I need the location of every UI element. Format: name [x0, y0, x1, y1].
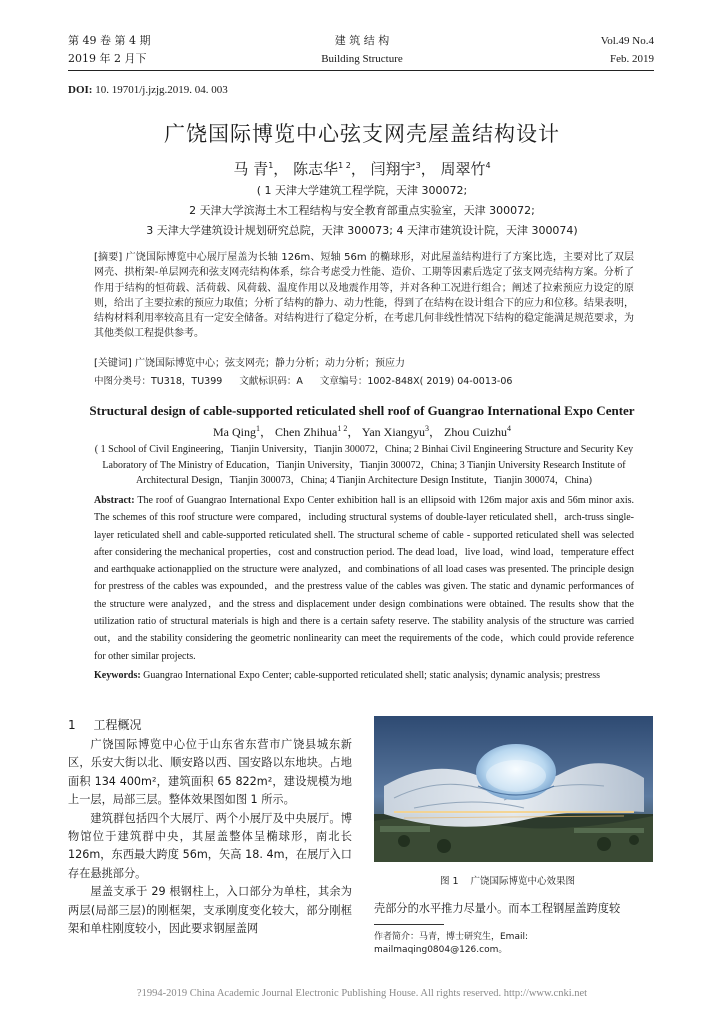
author-name: 闫翔宇 — [370, 160, 416, 178]
author-affil-sup: 3 — [415, 161, 421, 170]
journal-date-en: Feb. 2019 — [610, 53, 654, 65]
paper-title-cn: 广饶国际博览中心弦支网壳屋盖结构设计 — [164, 122, 560, 146]
author-name-en: Ma Qing — [212, 425, 256, 439]
author-affil-sup-en: 4 — [507, 424, 512, 433]
keywords-label-en: Keywords: — [94, 670, 141, 681]
clc-number: 中图分类号：TU318，TU399 — [94, 376, 223, 387]
copyright-footer: ?1994-2019 China Academic Journal Electronic Publishing House. All rights reserved. http://www.cnki.net — [136, 988, 588, 999]
authors-cn: 马 青$^1$， 陈志华$^{1 2}$， 闫翔宇$^3$， 周翠竹$^4$ — [233, 160, 491, 178]
author-name: 陈志华 — [293, 160, 339, 178]
abstract-text-en: The roof of Guangrao International Expo Center exhibition hall is an ellipsoid with 126m major axis and 56m minor axis. The schemes of this roof structure were compared，including structural systems of double-layer reticulated shell，arch-truss single-layer reticulated shell and cable-supported reticulated shell. The structural scheme of cable - supported reticulated shell was selected after considering the mechanical properties，cost and construction period. The dead load，live load，wind load，temperature effect and earthquake actionapplied on the structure were analyzed，and combinations of all load cases was presented. The principle design for prestress of the cables was expounded，and the prestress value of the cables was given. The static and dynamic performances of the structure were analyzed，and the stress and displacement under design combinations were obtained. The results show that the utilization ratio of structural materials is high and there is a certain safety reserve. The stability analysis of the structure was carried out，and the stability considering the geometric nonlinearity can meet the requirements of the code，which could provide reference for other similar projects. — [94, 495, 634, 662]
keywords-en — [94, 667, 634, 684]
author-name: 周翠竹 — [440, 160, 486, 178]
abstract-en — [94, 492, 634, 665]
abstract-label-cn: [摘要] — [94, 252, 123, 263]
classification-line — [94, 373, 634, 387]
doi[interactable] — [68, 84, 228, 96]
keywords-text-en: Guangrao International Expo Center; cable-supported reticulated shell; static analysis; dynamic analysis; prestress — [143, 670, 600, 681]
section-number: 1 — [68, 718, 76, 732]
affiliations-cn — [0, 183, 724, 239]
keywords-cn — [94, 354, 634, 369]
doi-label: DOI: — [68, 84, 93, 96]
keywords-text-cn: 广饶国际博览中心；弦支网壳；静力分析；动力分析；预应力 — [135, 358, 405, 369]
journal-name-cn: 建 筑 结 构 — [334, 34, 390, 47]
author-name: 马 青 — [233, 160, 269, 178]
keywords-label-cn: [关键词] — [94, 358, 132, 369]
abstract-text-cn: 广饶国际博览中心展厅屋盖为长轴 126m、短轴 56m 的椭球形，对此屋盖结构进行了方案比选，主要对比了双层网壳、拱桁架-单层网壳和弦支网壳结构体系，综合考虑受力性能、造价、工期等因素后选定了弦支网壳结构方案。分析了作用于结构的恒荷载、活荷载、风荷载、温度作用以及地震作用等，并对各种工况进行组合；阐述了拉索预应力设定的原则，给出了主要拉索的预应力取值；分析了结构的静力、动力性能，得到了在结构在设计组合下的应力和位移。结果表明，结构材料利用率较高且有一定安全储备。对结构进行了稳定分析，在考虑几何非线性情况下结构的稳定能满足规范要求，为其他类似工程提供参考。 — [94, 252, 634, 340]
footnote-rule — [374, 924, 444, 925]
figure-caption-text: 广饶国际博览中心效果图 — [470, 876, 576, 887]
journal-name-en: Building Structure — [321, 53, 403, 65]
journal-date-cn: 2019 年 2 月下 — [68, 52, 147, 65]
doi-value: 10. 19701/j.jzjg.2019. 04. 003 — [95, 84, 228, 96]
section-title: 工程概况 — [93, 718, 142, 732]
author-affil-sup-en: 1 2 — [337, 424, 348, 433]
figure-label: 图 1 — [439, 876, 459, 887]
section-heading — [68, 716, 141, 733]
journal-volume-en: Vol.49 No.4 — [600, 35, 654, 47]
figure-1-caption — [374, 873, 653, 887]
affiliation-line: 3 天津大学建筑设计规划研究总院，天津 300073; 4 天津市建筑设计院，天津 300074) — [146, 224, 578, 237]
section1-body — [68, 736, 352, 938]
body-paragraph: 屋盖支承于 29 根钢柱上，入口部分为单柱，其余为两层(局部三层)的刚框架，支承刚度变化较大，部分刚框架和单柱刚度较小，因此要求钢屋盖网 — [68, 885, 352, 936]
authors-en: Ma Qing$^1$， Chen Zhihua$^{1 2}$， Yan Xiangyu$^3$， Zhou Cuizhu$^4$ — [212, 424, 512, 439]
expo-center-rendering-image — [374, 716, 653, 862]
affiliations-en: ( 1 School of Civil Engineering，Tianjin University，Tianjin 300072，China; 2 Binhai Civil Engineering Structure and Security Key Laboratory of The Ministry of Education，Tianjin University，Tianjin 300072，China; 3 Tianjin University Research Institute of Architectural Design，Tianjin 300073，China; 4 Tianjin Architecture Design Institute，Tianjin 300074，China) — [94, 444, 634, 486]
journal-issue-cn: 第 49 卷 第 4 期 — [68, 34, 151, 47]
abstract-label-en: Abstract: — [94, 495, 135, 506]
author-affil-sup-en: 3 — [425, 424, 429, 433]
author-footnote: 作者简介：马青，博士研究生，Email: mailmaqing0804@126.com。 — [374, 932, 529, 955]
author-name-en: Zhou Cuizhu — [444, 425, 508, 439]
author-name-en: Yan Xiangyu — [361, 425, 425, 439]
paper-title-en: Structural design of cable-supported reticulated shell roof of Guangrao International Expo Center — [89, 403, 635, 418]
right-column-continuation: 壳部分的水平推力尽量小。而本工程钢屋盖跨度较 — [374, 902, 621, 915]
author-affil-sup: 1 — [268, 161, 274, 170]
author-affil-sup: 1 2 — [338, 161, 351, 170]
document-code: 文献标识码：A — [239, 376, 303, 387]
affiliation-line: ( 1 天津大学建筑工程学院，天津 300072; — [256, 184, 468, 197]
article-number: 文章编号：1002-848X( 2019) 04-0013-06 — [319, 376, 513, 387]
figure-1-rendering — [374, 716, 653, 862]
abstract-cn — [94, 250, 634, 342]
header-rule — [68, 70, 654, 71]
body-paragraph: 广饶国际博览中心位于山东省东营市广饶县城东新区，乐安大街以北、顺安路以西、国安路以东地块。占地面积 134 400m²，建筑面积 65 822m²，建设规模为地上一层，局部三层。整体效果图如图 1 所示。 — [68, 738, 352, 807]
affiliation-line: 2 天津大学滨海土木工程结构与安全教育部重点实验室，天津 300072; — [189, 204, 535, 217]
body-paragraph: 建筑群包括四个大展厅、两个小展厅及中央展厅。博物馆位于建筑群中央，其屋盖整体呈椭球形，南北长 126m，东西最大跨度 56m，矢高 18. 4m，在展厅入口存在悬挑部分。 — [68, 811, 352, 880]
author-affil-sup-en: 1 — [255, 424, 260, 433]
author-affil-sup: 4 — [485, 161, 491, 170]
author-name-en: Chen Zhihua — [274, 425, 338, 439]
